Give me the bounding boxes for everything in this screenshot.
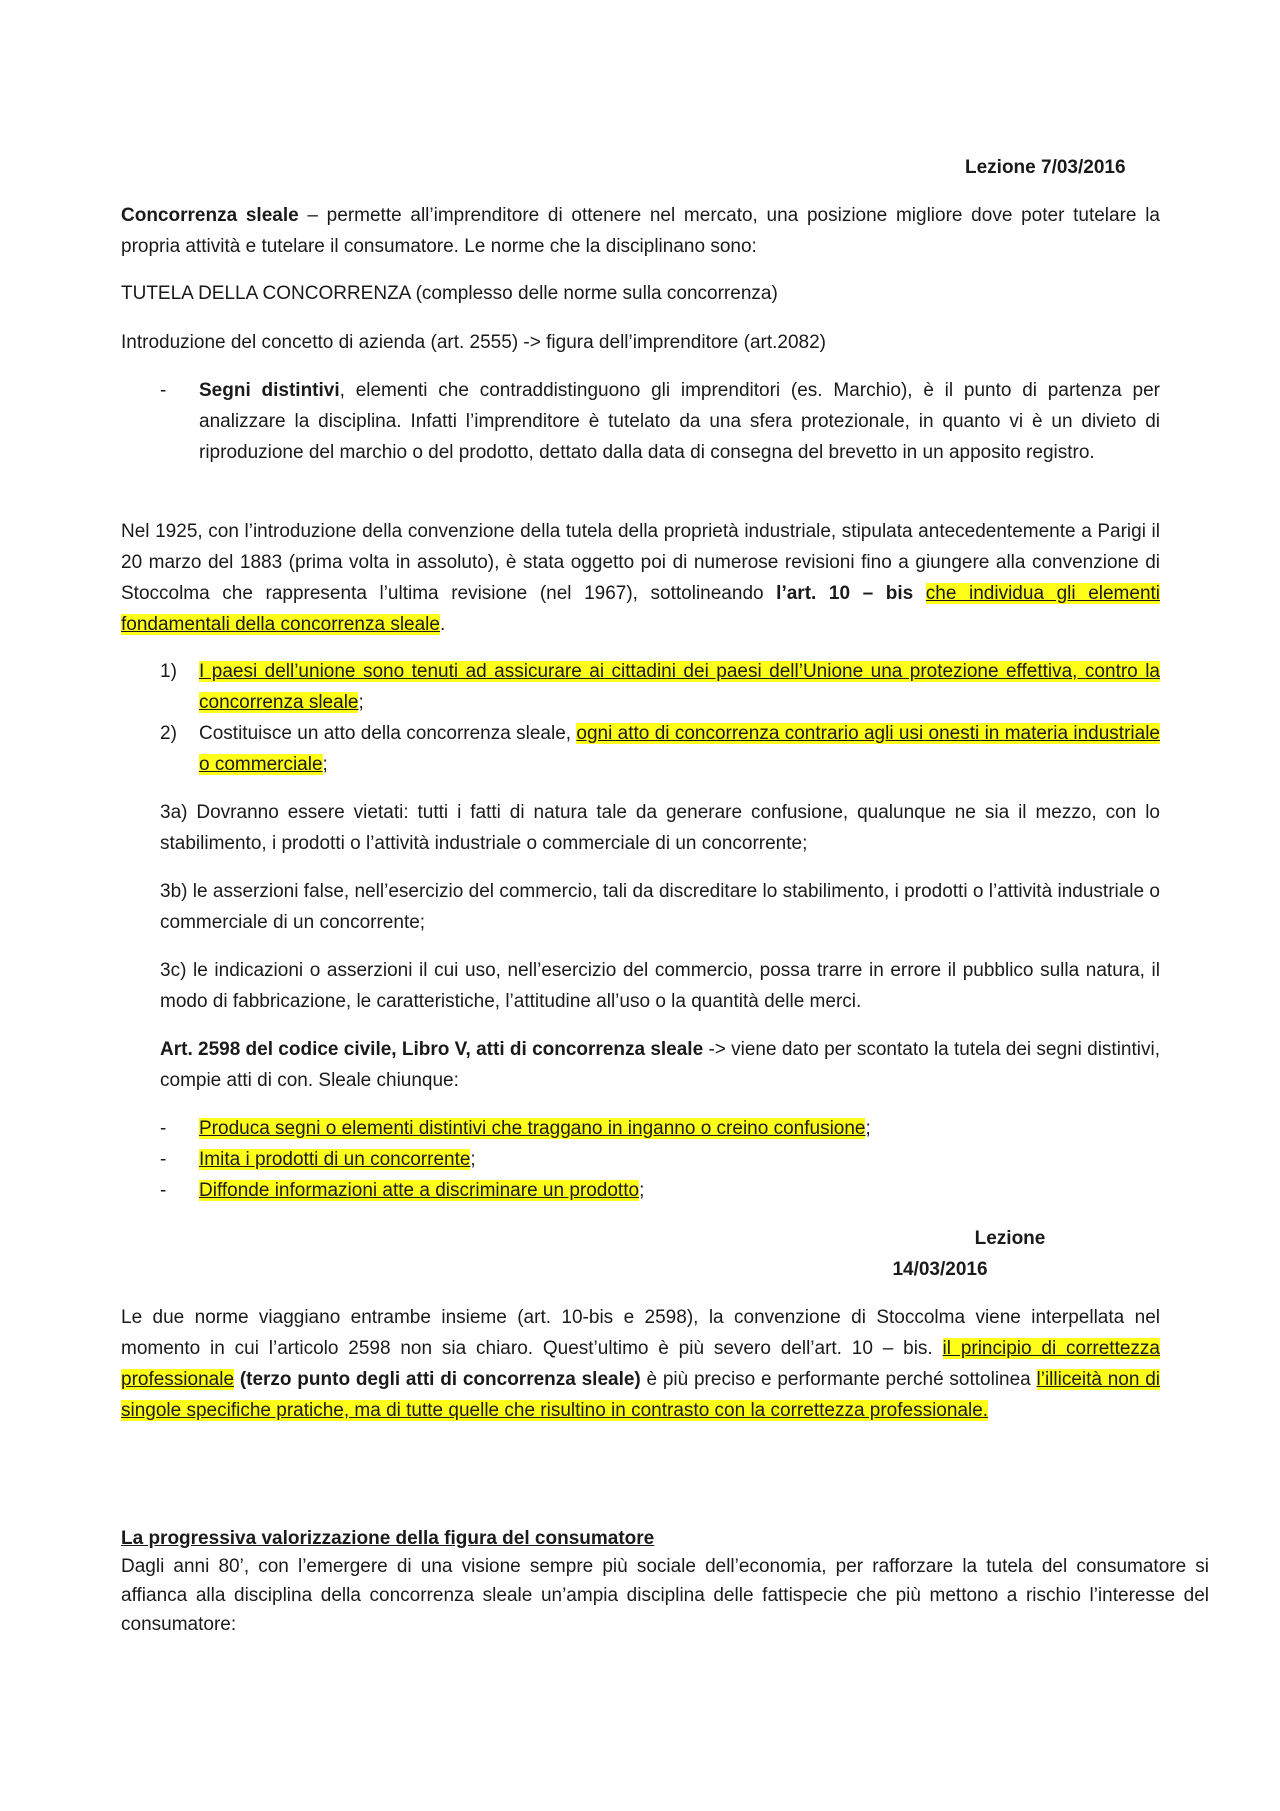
intro-paragraph: Concorrenza sleale – permette all’imprenditore di ottenere nel mercato, una posizione migliore dove poter tutelare la propria attività e tutelare il consumatore. Le norme che la disciplinano sono:	[121, 205, 1160, 257]
list-item: - Produca segni o elementi distintivi che traggano in inganno o creino confusione;	[160, 1113, 1160, 1144]
highlight-principio: il principio di correttezza professionale	[121, 1338, 1160, 1390]
highlight-illiceita: l’illiceità non di singole specifiche pratiche, ma di tutte quelle che risultino in contrasto con la correttezza professionale.	[121, 1369, 1161, 1421]
norme-paragraph: Le due norme viaggiano entrambe insieme (art. 10-bis e 2598), la convenzione di Stoccolma viene interpellata nel momento in cui l’articolo 2598 non sia chiaro. Quest’ultimo è più severo dell’art. 10 – bis. il principio di correttezza professionale (terzo punto degli atti di concorrenza sleale) è più preciso e performante perché sottolinea l’illiceità non di singole specifiche pratiche, ma di tutte quelle che risultino in contrasto con la correttezza professionale.	[121, 1307, 1161, 1421]
segni-paragraph: Segni distintivi, elementi che contraddistinguono gli imprenditori (es. Marchio), è il punto di partenza per analizzare la disciplina. Infatti l’imprenditore è tutelato da una sfera protezionale, in quanto vi è un divieto di riproduzione del marchio o del prodotto, dettato dalla data di consegna del brevetto in un apposito registro.	[199, 380, 1160, 463]
section-paragraph: Dagli anni 80’, con l’emergere di una visione sempre più sociale dell’economia, per rafforzare la tutela del consumatore si affianca alla disciplina della concorrenza sleale un’ampia disciplina delle fattispecie che più mettono a rischio l’interesse del consumatore:	[121, 1556, 1209, 1635]
bullet-list	[160, 1113, 1160, 1206]
item-number: 2)	[160, 723, 177, 744]
highlight-elementi: che individua gli elementi fondamentali della concorrenza sleale	[121, 583, 1161, 635]
art-2598-paragraph: Art. 2598 del codice civile, Libro V, atti di concorrenza sleale -> viene dato per scontato la tutela dei segni distintivi, compie atti di con. Sleale chiunque:	[160, 1039, 1160, 1091]
art-10-bis: l’art. 10 – bis	[776, 583, 914, 604]
paragraph-3a: 3a) Dovranno essere vietati: tutti i fatti di natura tale da generare confusione, qualunque ne sia il mezzo, con lo stabilimento, i prodotti o l’attività industriale o commerciale di un concorrente;	[160, 802, 1160, 854]
intro-term: Concorrenza sleale	[121, 205, 299, 226]
azienda-line: Introduzione del concetto di azienda (art. 2555) -> figura dell’imprenditore (art.2082)	[121, 332, 826, 353]
paragraph-3b: 3b) le asserzioni false, nell’esercizio del commercio, tali da discreditare lo stabilimento, i prodotti o l’attività industriale o commerciale di un concorrente;	[160, 881, 1160, 933]
list-dash: -	[160, 1149, 167, 1170]
segni-term: Segni distintivi	[199, 380, 340, 401]
lesson-date-heading: Lezione 7/03/2016	[965, 157, 1126, 178]
section-heading: La progressiva valorizzazione della figura del consumatore	[121, 1528, 655, 1549]
lesson2-date: 14/03/2016	[892, 1259, 988, 1280]
numbered-item-1	[160, 656, 1160, 718]
lesson2-word: Lezione	[974, 1228, 1046, 1249]
list-item: - Imita i prodotti di un concorrente;	[160, 1144, 1160, 1175]
paragraph-3c: 3c) le indicazioni o asserzioni il cui uso, nell’esercizio del commercio, possa trarre in errore il pubblico sulla natura, il modo di fabbricazione, le caratteristiche, l’attitudine all’uso o la quantità delle merci.	[160, 960, 1160, 1012]
numbered-text-2: Costituisce un atto della concorrenza sleale, ogni atto di concorrenza contrario agli usi onesti in materia industriale o commerciale;	[199, 723, 1160, 775]
segni-list-item	[160, 375, 1160, 468]
numbered-item-2	[160, 718, 1160, 780]
item-number: 1)	[160, 661, 177, 682]
list-dash: -	[160, 1180, 167, 1201]
tutela-line: TUTELA DELLA CONCORRENZA (complesso delle norme sulla concorrenza)	[121, 283, 778, 304]
history-paragraph: Nel 1925, con l’introduzione della convenzione della tutela della proprietà industriale, stipulata antecedentemente a Parigi il 20 marzo del 1883 (prima volta in assoluto), è stata oggetto poi di numerose revisioni fino a giungere alla convenzione di Stoccolma che rappresenta l’ultima revisione (nel 1967), sottolineando l’art. 10 – bis che individua gli elementi fondamentali della concorrenza sleale.	[121, 521, 1161, 635]
list-item: - Diffonde informazioni atte a discriminare un prodotto;	[160, 1175, 1160, 1206]
terzo-punto: (terzo punto degli atti di concorrenza sleale)	[239, 1369, 641, 1390]
art-2598-term: Art. 2598 del codice civile, Libro V, atti di concorrenza sleale	[160, 1039, 704, 1060]
numbered-text-1: I paesi dell’unione sono tenuti ad assicurare ai cittadini dei paesi dell’Unione una protezione effettiva, contro la concorrenza sleale;	[199, 661, 1160, 713]
list-dash: -	[160, 1118, 167, 1139]
list-dash: -	[160, 380, 167, 401]
